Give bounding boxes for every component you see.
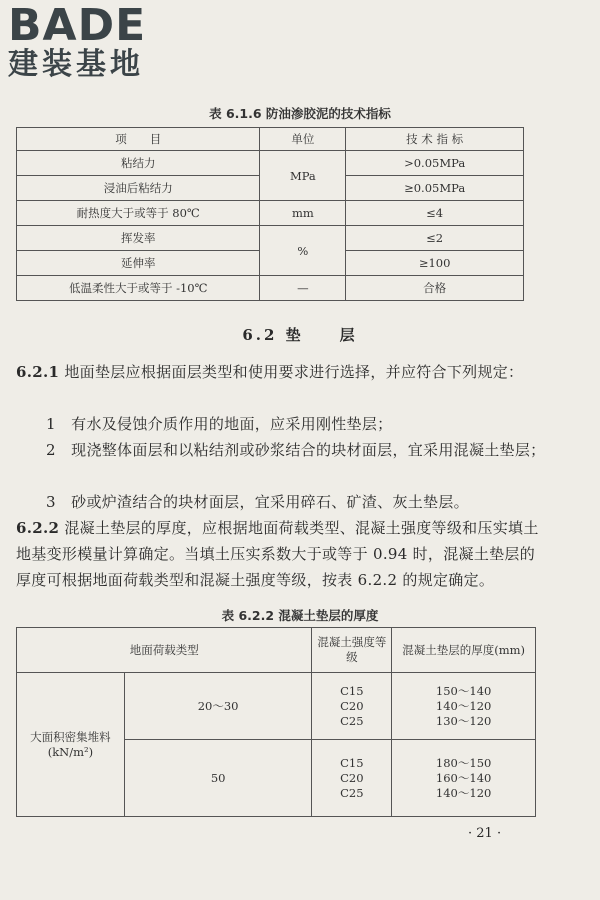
- table-row: [17, 673, 536, 740]
- grade-value: C20: [340, 698, 364, 713]
- logo: [8, 0, 147, 82]
- cell-value: >0.05MPa: [346, 151, 524, 176]
- list-item: 1 有水及侵蚀介质作用的地面，应采用刚性垫层；: [46, 415, 393, 433]
- table-row: [17, 226, 524, 251]
- cell-unit: MPa: [260, 151, 346, 201]
- grade-value: C15: [340, 683, 364, 698]
- header-grade: 混凝土强度等级: [312, 628, 392, 673]
- list-item: 2 现浇整体面层和以粘结剂或砂浆结合的块材面层，宜采用混凝土垫层；: [46, 441, 546, 459]
- cell-unit: —: [260, 276, 346, 301]
- cell-load: 20～30: [124, 673, 312, 740]
- cell-item: 浸油后粘结力: [17, 176, 260, 201]
- grade-value: C20: [340, 770, 364, 785]
- header-thickness: 混凝土垫层的厚度(mm): [392, 628, 536, 673]
- table1-caption: 表 6.1.6 防油渗胶泥的技术指标: [209, 106, 391, 121]
- thickness-value: 160～140: [435, 770, 492, 785]
- list-item: 3 砂或炉渣结合的块材面层，宜采用碎石、矿渣、灰土垫层。: [46, 493, 469, 511]
- thickness-value: 140～120: [435, 785, 492, 800]
- cell-value: ≥0.05MPa: [346, 176, 524, 201]
- clause-6-2-2: [16, 515, 546, 593]
- header-load-type: 地面荷载类型: [17, 628, 312, 673]
- cell-item: 延伸率: [17, 251, 260, 276]
- thickness-value: 150～140: [435, 683, 492, 698]
- cell-grades: [312, 740, 392, 817]
- thickness-value: 180～150: [435, 755, 492, 770]
- header-item: 项 目: [17, 128, 260, 151]
- thickness-value: 140～120: [435, 698, 492, 713]
- clause-number: 6.2.1: [16, 363, 60, 381]
- cell-value: ≤2: [346, 226, 524, 251]
- header-unit: 单位: [260, 128, 346, 151]
- table2-caption: 表 6.2.2 混凝土垫层的厚度: [221, 608, 379, 623]
- cell-category: 大面积密集堆料(kN/m²): [17, 673, 125, 817]
- cell-value: ≥100: [346, 251, 524, 276]
- table-row: [17, 151, 524, 176]
- logo-brand: BADE: [8, 0, 147, 51]
- cell-item: 低温柔性大于或等于 -10℃: [17, 276, 260, 301]
- clause-6-2-1: [16, 359, 546, 385]
- clause-text: 混凝土垫层的厚度，应根据地面荷载类型、混凝土强度等级和压实填土地基变形模量计算确定。当填土压实系数大于或等于 0.94 时，混凝土垫层的厚度可根据地面荷载类型和混凝土强度等级，按表 6.2.2 的规定确定。: [16, 519, 539, 589]
- page-number: · 21 ·: [468, 826, 502, 841]
- header-value: 技 术 指 标: [346, 128, 524, 151]
- cell-item: 挥发率: [17, 226, 260, 251]
- cell-thickness: [392, 673, 536, 740]
- section-title: 6.2 垫 层: [242, 326, 358, 344]
- cell-item: 粘结力: [17, 151, 260, 176]
- grade-value: C25: [340, 785, 364, 800]
- table-oil-proof-mastic: [16, 127, 524, 301]
- grade-value: C25: [340, 713, 364, 728]
- logo-subtitle: 建装基地: [8, 47, 144, 82]
- cell-thickness: [392, 740, 536, 817]
- table-cushion-thickness: [16, 627, 536, 817]
- cell-value: ≤4: [346, 201, 524, 226]
- cell-value: 合格: [346, 276, 524, 301]
- cell-load: 50: [124, 740, 312, 817]
- clause-text: 地面垫层应根据面层类型和使用要求进行选择，并应符合下列规定：: [64, 363, 524, 381]
- grade-value: C15: [340, 755, 364, 770]
- cell-item: 耐热度大于或等于 80℃: [17, 201, 260, 226]
- cell-grades: [312, 673, 392, 740]
- table-row: [17, 276, 524, 301]
- clause-number: 6.2.2: [16, 519, 60, 537]
- cell-unit: mm: [260, 201, 346, 226]
- cell-unit: %: [260, 226, 346, 276]
- thickness-value: 130～120: [435, 713, 492, 728]
- table-row: [17, 201, 524, 226]
